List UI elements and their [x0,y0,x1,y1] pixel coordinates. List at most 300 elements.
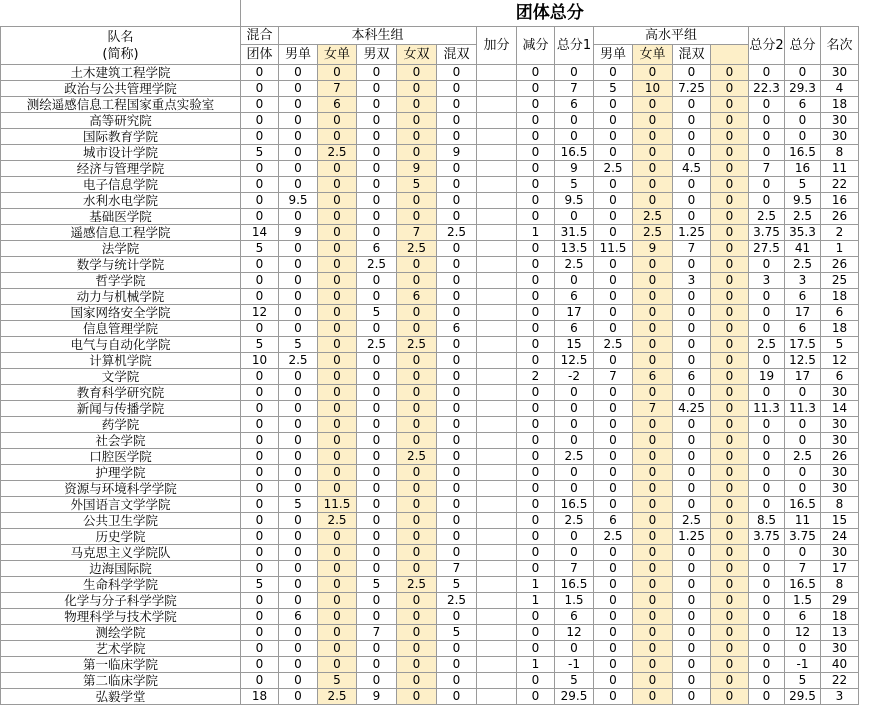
ug-mens-singles-cell: 0 [279,161,318,177]
bonus-cell [477,497,517,513]
hl-mens-singles-cell: 5 [594,81,633,97]
deduct-cell: 0 [517,161,555,177]
ug-womens-doubles-cell: 6 [397,289,437,305]
hl-mixed-doubles-cell: 0 [673,625,711,641]
mixed-team-cell: 0 [241,513,279,529]
ug-womens-doubles-cell: 9 [397,161,437,177]
ug-mens-singles-cell: 0 [279,593,318,609]
total-cell: 17.5 [785,337,821,353]
table-row [1,433,859,449]
bonus-cell [477,465,517,481]
ug-mens-doubles-cell: 0 [357,273,397,289]
rank-cell: 30 [821,433,859,449]
total2-cell: 0 [749,305,785,321]
hl-mens-singles-cell: 0 [594,673,633,689]
total2-cell: 19 [749,369,785,385]
mixed-team-cell: 0 [241,545,279,561]
table-row [1,689,859,705]
rank-cell: 14 [821,401,859,417]
total-cell: 11 [785,513,821,529]
ug-womens-doubles-header: 女双 [397,45,437,65]
hl-mens-singles-cell: 0 [594,177,633,193]
total1-header: 总分1 [555,27,594,65]
deduct-cell: 2 [517,369,555,385]
hl-mixed-doubles-cell: 1.25 [673,529,711,545]
ug-mixed-doubles-cell: 0 [437,545,477,561]
hl-womens-singles-cell: 0 [633,545,673,561]
rank-cell: 16 [821,193,859,209]
hl-mixed-doubles-cell: 0 [673,177,711,193]
deduct-cell: 0 [517,97,555,113]
team-name-cell: 国家网络安全学院 [1,305,241,321]
ug-mens-singles-cell: 9 [279,225,318,241]
ug-mixed-doubles-cell: 0 [437,65,477,81]
table-row [1,641,859,657]
total-cell: 6 [785,321,821,337]
bonus-cell [477,209,517,225]
ug-mixed-doubles-cell: 0 [437,689,477,705]
ug-mixed-doubles-cell: 0 [437,257,477,273]
hl-womens-singles-cell: 0 [633,257,673,273]
ug-mixed-doubles-cell: 2.5 [437,593,477,609]
ug-mens-doubles-cell: 0 [357,65,397,81]
total-cell: 5 [785,673,821,689]
total2-cell: 3.75 [749,225,785,241]
hl-mixed-doubles-cell: 0 [673,97,711,113]
total1-cell: 9.5 [555,193,594,209]
mixed-team-cell: 0 [241,273,279,289]
mixed-team-cell: 0 [241,177,279,193]
total1-cell: 5 [555,177,594,193]
ug-womens-singles-cell: 7 [318,81,357,97]
hl-mixed-doubles-cell: 2.5 [673,513,711,529]
rank-cell: 29 [821,593,859,609]
total-cell: 35.3 [785,225,821,241]
deduct-cell: 0 [517,65,555,81]
deduct-cell: 0 [517,465,555,481]
ug-womens-singles-cell: 0 [318,65,357,81]
hl-mens-singles-cell: 0 [594,65,633,81]
hl-womens-singles-cell: 0 [633,433,673,449]
hl-mens-singles-cell: 0 [594,561,633,577]
total2-cell: 0 [749,113,785,129]
deduct-cell: 1 [517,577,555,593]
deduct-cell: 0 [517,529,555,545]
ug-womens-singles-cell: 5 [318,673,357,689]
team-name-cell: 水利水电学院 [1,193,241,209]
team-name-cell: 测绘遥感信息工程国家重点实验室 [1,97,241,113]
hl-extra-cell: 0 [711,193,749,209]
hl-womens-singles-cell: 0 [633,129,673,145]
rank-header: 名次 [821,27,859,65]
ug-mens-doubles-cell: 0 [357,321,397,337]
total-cell: 6 [785,289,821,305]
bonus-cell [477,545,517,561]
hl-mixed-doubles-cell: 0 [673,593,711,609]
mixed-team-cell: 0 [241,593,279,609]
bonus-cell [477,449,517,465]
deduct-header: 减分 [517,27,555,65]
rank-cell: 18 [821,289,859,305]
ug-mixed-doubles-cell: 0 [437,81,477,97]
hl-mens-singles-cell: 0 [594,353,633,369]
ug-womens-doubles-cell: 2.5 [397,577,437,593]
ug-womens-singles-cell: 2.5 [318,145,357,161]
team-name-cell: 药学院 [1,417,241,433]
table-row [1,161,859,177]
ug-womens-singles-cell: 2.5 [318,689,357,705]
hl-extra-cell: 0 [711,321,749,337]
ug-mens-doubles-cell: 0 [357,129,397,145]
team-name-header [1,27,241,65]
hl-extra-cell: 0 [711,337,749,353]
ug-womens-doubles-cell: 2.5 [397,337,437,353]
ug-mens-doubles-cell: 0 [357,209,397,225]
mixed-team-cell: 12 [241,305,279,321]
ug-mens-doubles-cell: 0 [357,97,397,113]
bonus-cell [477,289,517,305]
bonus-cell [477,673,517,689]
hl-womens-singles-cell: 0 [633,657,673,673]
total2-cell: 0 [749,481,785,497]
ug-mens-doubles-cell: 0 [357,369,397,385]
deduct-cell: 0 [517,81,555,97]
ug-mens-singles-cell: 0 [279,401,318,417]
hl-extra-cell: 0 [711,113,749,129]
ug-womens-singles-cell: 0 [318,561,357,577]
total-cell: 16 [785,161,821,177]
total2-cell: 7 [749,161,785,177]
total1-cell: 16.5 [555,145,594,161]
total1-cell: 6 [555,289,594,305]
team-name-sub-label: (简称) [102,46,139,62]
hl-mixed-doubles-cell: 0 [673,657,711,673]
total-cell: -1 [785,657,821,673]
total-cell: 5 [785,177,821,193]
total-cell: 16.5 [785,577,821,593]
hl-mens-singles-cell: 0 [594,657,633,673]
table-row [1,625,859,641]
hl-extra-cell: 0 [711,593,749,609]
table-row [1,401,859,417]
ug-mixed-doubles-header: 混双 [437,45,477,65]
total1-cell: -2 [555,369,594,385]
hl-womens-singles-cell: 0 [633,481,673,497]
team-name-cell: 边海国际院 [1,561,241,577]
ug-mens-singles-cell: 0 [279,545,318,561]
ug-mens-doubles-cell: 0 [357,193,397,209]
ug-womens-doubles-cell: 0 [397,657,437,673]
ug-mens-singles-cell: 0 [279,177,318,193]
table-row [1,65,859,81]
total2-cell: 0 [749,689,785,705]
ug-womens-singles-cell: 0 [318,337,357,353]
team-name-cell: 艺术学院 [1,641,241,657]
rank-cell: 22 [821,673,859,689]
team-name-cell: 外国语言文学学院 [1,497,241,513]
table-row [1,273,859,289]
total1-cell: 2.5 [555,449,594,465]
hl-mixed-doubles-cell: 0 [673,465,711,481]
total-cell: 1.5 [785,593,821,609]
ug-womens-doubles-cell: 0 [397,673,437,689]
table-row [1,193,859,209]
hl-extra-cell: 0 [711,145,749,161]
total2-cell: 2.5 [749,337,785,353]
ug-mens-doubles-cell: 5 [357,305,397,321]
hl-womens-singles-cell: 0 [633,593,673,609]
total2-cell: 0 [749,577,785,593]
rank-cell: 6 [821,369,859,385]
hl-mens-singles-cell: 0 [594,113,633,129]
total-cell: 12 [785,625,821,641]
hl-mixed-doubles-cell: 0 [673,641,711,657]
hl-extra-cell: 0 [711,225,749,241]
rank-cell: 5 [821,337,859,353]
hl-extra-cell: 0 [711,353,749,369]
ug-mixed-doubles-cell: 0 [437,673,477,689]
total1-cell: 0 [555,641,594,657]
hl-womens-singles-cell: 0 [633,113,673,129]
hl-mixed-doubles-cell: 7 [673,241,711,257]
mixed-team-cell: 5 [241,241,279,257]
ug-womens-singles-cell: 0 [318,305,357,321]
team-name-label: 队名 [107,29,134,45]
rank-cell: 30 [821,113,859,129]
mixed-team-cell: 0 [241,529,279,545]
ug-womens-singles-cell: 6 [318,97,357,113]
mixed-team-cell: 14 [241,225,279,241]
table-row [1,593,859,609]
deduct-cell: 0 [517,497,555,513]
ug-mixed-doubles-cell: 0 [437,657,477,673]
bonus-cell [477,481,517,497]
bonus-cell [477,369,517,385]
undergrad-group-header: 本科生组 [279,27,477,45]
ug-womens-singles-cell: 0 [318,449,357,465]
mixed-team-cell: 0 [241,81,279,97]
table-row [1,289,859,305]
hl-womens-singles-cell: 6 [633,369,673,385]
table-row [1,369,859,385]
hl-mens-singles-cell: 0 [594,193,633,209]
ug-mens-doubles-cell: 0 [357,529,397,545]
mixed-team-cell: 0 [241,497,279,513]
ug-womens-singles-cell: 2.5 [318,513,357,529]
team-name-cell: 电子信息学院 [1,177,241,193]
team-name-cell: 马克思主义学院队 [1,545,241,561]
total2-cell: 27.5 [749,241,785,257]
total1-cell: 0 [555,545,594,561]
mixed-team-cell: 5 [241,337,279,353]
total1-cell: 2.5 [555,513,594,529]
bonus-cell [477,321,517,337]
hl-womens-singles-cell: 0 [633,577,673,593]
ug-mens-doubles-cell: 0 [357,177,397,193]
ug-womens-doubles-cell: 0 [397,145,437,161]
rank-cell: 2 [821,225,859,241]
total1-cell: 0 [555,465,594,481]
ug-womens-singles-cell: 0 [318,273,357,289]
hl-mixed-doubles-cell: 0 [673,65,711,81]
hl-extra-cell: 0 [711,97,749,113]
deduct-cell: 0 [517,513,555,529]
bonus-cell [477,129,517,145]
hl-mens-singles-cell: 0 [594,625,633,641]
total-cell: 11.3 [785,401,821,417]
hl-mixed-doubles-header: 混双 [673,45,711,65]
hl-womens-singles-cell: 0 [633,193,673,209]
hl-womens-singles-cell: 0 [633,385,673,401]
total1-cell: 7 [555,561,594,577]
bonus-cell [477,81,517,97]
rank-cell: 26 [821,449,859,465]
ug-mens-doubles-cell: 0 [357,81,397,97]
ug-mens-singles-cell: 0 [279,641,318,657]
ug-womens-singles-cell: 0 [318,369,357,385]
hl-extra-cell: 0 [711,497,749,513]
team-name-cell: 教育科学研究院 [1,385,241,401]
hl-extra-cell: 0 [711,449,749,465]
ug-mixed-doubles-cell: 0 [437,609,477,625]
bonus-cell [477,513,517,529]
bonus-cell [477,641,517,657]
rank-cell: 18 [821,97,859,113]
total-cell: 0 [785,545,821,561]
hl-mens-singles-cell: 0 [594,497,633,513]
ug-mens-doubles-cell: 0 [357,113,397,129]
hl-mens-singles-cell: 0 [594,609,633,625]
rank-cell: 11 [821,161,859,177]
total-cell: 17 [785,369,821,385]
ug-mixed-doubles-cell: 2.5 [437,225,477,241]
ug-womens-doubles-cell: 0 [397,513,437,529]
ug-mens-singles-cell: 0 [279,273,318,289]
ug-womens-singles-cell: 0 [318,289,357,305]
ug-mens-singles-cell: 0 [279,97,318,113]
hl-mens-singles-cell: 0 [594,273,633,289]
hl-mens-singles-cell: 2.5 [594,161,633,177]
hl-extra-cell: 0 [711,625,749,641]
ug-womens-doubles-cell: 7 [397,225,437,241]
table-row [1,657,859,673]
bonus-cell [477,593,517,609]
team-name-cell: 第一临床学院 [1,657,241,673]
hl-extra-cell: 0 [711,417,749,433]
table-row [1,177,859,193]
team-name-cell: 高等研究院 [1,113,241,129]
deduct-cell: 0 [517,145,555,161]
ug-mens-doubles-cell: 2.5 [357,257,397,273]
total1-cell: 9 [555,161,594,177]
total1-cell: 0 [555,129,594,145]
bonus-cell [477,625,517,641]
page-title: 团体总分 [241,0,859,27]
bonus-cell [477,113,517,129]
ug-mixed-doubles-cell: 0 [437,641,477,657]
ug-mixed-doubles-cell: 0 [437,513,477,529]
bonus-cell [477,241,517,257]
mixed-team-cell: 0 [241,369,279,385]
ug-womens-doubles-cell: 0 [397,81,437,97]
total1-cell: 15 [555,337,594,353]
ug-mens-doubles-cell: 0 [357,641,397,657]
hl-mixed-doubles-cell: 0 [673,353,711,369]
ug-womens-doubles-cell: 0 [397,529,437,545]
total2-cell: 22.3 [749,81,785,97]
team-name-cell: 哲学学院 [1,273,241,289]
total-cell: 0 [785,481,821,497]
hl-mens-singles-cell: 0 [594,145,633,161]
ug-mens-singles-cell: 0 [279,289,318,305]
ug-mixed-doubles-cell: 0 [437,177,477,193]
hl-mixed-doubles-cell: 0 [673,433,711,449]
ug-mens-singles-cell: 0 [279,305,318,321]
mixed-team-cell: 0 [241,65,279,81]
ug-womens-singles-cell: 0 [318,193,357,209]
bonus-cell [477,385,517,401]
total1-cell: 0 [555,209,594,225]
deduct-cell: 0 [517,193,555,209]
ug-womens-singles-cell: 0 [318,481,357,497]
hl-mens-singles-cell: 0 [594,449,633,465]
total-cell: 0 [785,65,821,81]
hl-mixed-doubles-cell: 0 [673,145,711,161]
hl-mixed-doubles-cell: 3 [673,273,711,289]
deduct-cell: 0 [517,353,555,369]
total1-cell: 0 [555,385,594,401]
hl-womens-singles-cell: 0 [633,417,673,433]
ug-mens-doubles-cell: 0 [357,353,397,369]
hl-mens-singles-cell: 0 [594,689,633,705]
total1-cell: 0 [555,481,594,497]
ug-womens-singles-cell: 0 [318,609,357,625]
deduct-cell: 0 [517,113,555,129]
mixed-team-cell: 0 [241,401,279,417]
ug-mens-singles-cell: 0 [279,145,318,161]
deduct-cell: 0 [517,177,555,193]
hl-extra-cell: 0 [711,513,749,529]
ug-mens-doubles-cell: 0 [357,593,397,609]
team-name-cell: 社会学院 [1,433,241,449]
total2-cell: 0 [749,545,785,561]
hl-womens-singles-cell: 0 [633,465,673,481]
ug-womens-doubles-cell: 0 [397,465,437,481]
team-name-cell: 弘毅学堂 [1,689,241,705]
total2-cell: 0 [749,353,785,369]
ug-mens-doubles-cell: 0 [357,465,397,481]
hl-mens-singles-cell: 2.5 [594,337,633,353]
ug-womens-singles-cell: 0 [318,321,357,337]
total1-cell: 13.5 [555,241,594,257]
ug-womens-doubles-cell: 0 [397,65,437,81]
hl-womens-singles-cell: 0 [633,513,673,529]
table-row [1,417,859,433]
mixed-team-cell: 0 [241,481,279,497]
hl-mixed-doubles-cell: 0 [673,385,711,401]
ug-mens-singles-cell: 0 [279,129,318,145]
table-row [1,209,859,225]
table-row [1,321,859,337]
ug-mens-singles-cell: 0 [279,673,318,689]
ug-womens-singles-cell: 11.5 [318,497,357,513]
bonus-cell [477,65,517,81]
total2-cell: 0 [749,609,785,625]
rank-cell: 4 [821,81,859,97]
hl-womens-singles-cell: 0 [633,497,673,513]
ug-womens-singles-cell: 0 [318,657,357,673]
ug-mixed-doubles-cell: 0 [437,305,477,321]
